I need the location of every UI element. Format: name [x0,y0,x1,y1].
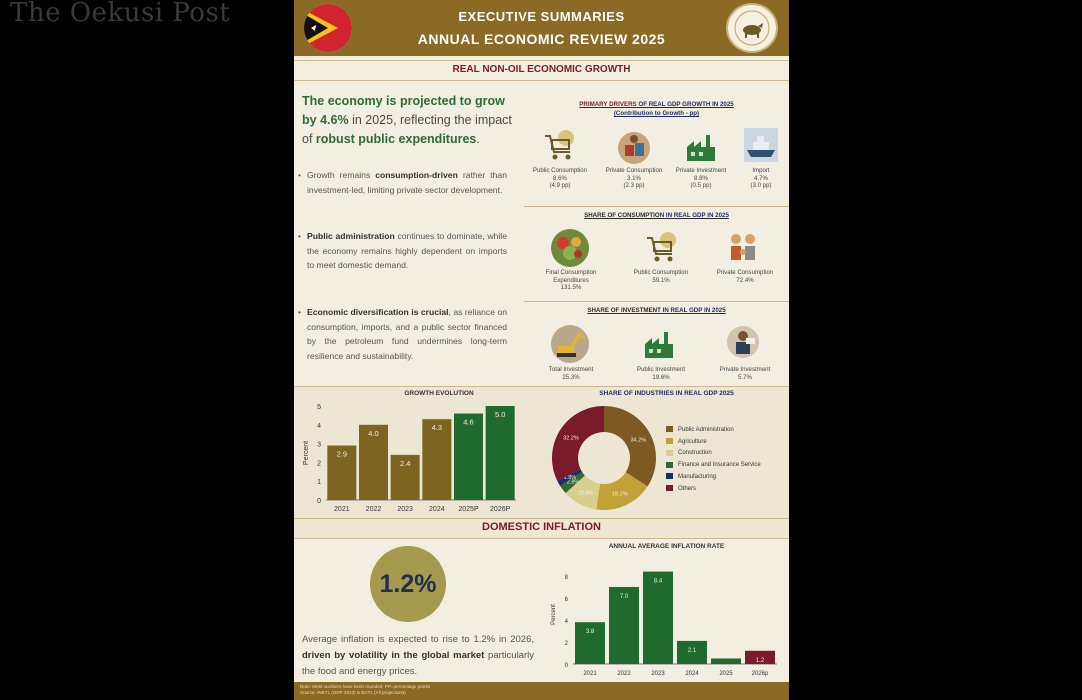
inflation-text-part2: particularly the food and energy prices. [302,650,534,677]
footer-source: Source: INETL (GDP 2023) & BCTL (All projections) [300,690,406,695]
x-tick-label: 2024 [685,671,699,677]
consumption-1-value: 131.5% [560,284,582,292]
donut-slice-label: 32.2% [563,435,579,442]
y-tick-label: 4 [317,422,321,430]
consumption-private [708,269,782,284]
inflation-text [302,632,534,680]
legend-item [666,485,696,493]
header-title-line1: EXECUTIVE SUMMARIES [458,9,625,24]
footer-note: Note: Most numbers have been rounded; PP=percentage points [300,684,431,689]
x-tick-label: 2022 [617,671,631,677]
legend-swatch [666,462,673,468]
inflation-big-value: 1.2% [370,546,446,622]
inflation-chart-title: ANNUAL AVERAGE INFLATION RATE [608,543,725,550]
bar-value-label: 2.4 [399,458,411,468]
driver-3-value: 8.8% [694,174,708,182]
y-tick-label: 1 [317,479,321,487]
driver-1-name: Public Consumption [532,167,588,174]
legend-swatch [666,426,673,432]
bar-value-label: 2.9 [336,449,348,459]
investment-public [624,366,698,381]
y-tick-label: 0 [317,498,321,505]
investment-2-name: Public Investment [636,366,686,373]
driver-1-value: 8.6% [553,174,567,182]
driver-private-consumption [596,167,672,190]
legend-label: Construction [678,450,712,457]
driver-3-pp: (0.5 pp) [690,182,712,190]
y-tick-label: 2 [317,460,321,468]
inflation-rate-chart [549,553,787,679]
bullet-public-administration: • Public administration continues to dominate, while the economy remains highly dependent on imports to meet domestic demand. [298,231,507,270]
legend-item [666,461,761,469]
donut-slice-label: 34.2% [630,437,647,444]
legend-swatch [666,473,673,479]
legend-swatch [666,485,673,491]
bar-value-label: 4.0 [368,428,379,438]
legend-label: Finance and Insurance Service [678,462,761,469]
bullet-growth-consumption: • Growth remains consumption-driven rather than investment-led, limiting private sector development. [298,170,507,195]
bullet-economic-diversification: • Economic diversification is crucial, as reliance on consumption, imports, and a public sector financed by the petroleum fund undermines long-term resilience and sustainability. [298,307,507,361]
consumption-3-value: 72.4% [736,276,754,284]
x-tick-label: 2026p [751,671,769,677]
driver-import [734,167,788,190]
worker-icon [726,325,760,359]
consumption-1-name: Final Consumption Expenditures [545,269,597,284]
bar-value-label: 0.5 [721,665,731,672]
lead-part2: in 2025, reflecting the impact of [302,113,512,146]
bar-value-label: 2.1 [687,647,697,654]
y-tick-label: 3 [317,441,321,449]
shopping-icon [617,131,651,165]
consumption-public [624,269,698,284]
bar-value-label: 8.4 [653,578,663,585]
header-title-line2: ANNUAL ECONOMIC REVIEW 2025 [417,31,666,47]
legend-label: Agriculture [678,438,707,445]
watermark: The Oekusi Post [10,0,231,28]
bar-value-label: 4.3 [431,423,443,433]
inflation-text-bold: driven by volatility in the global market [302,650,485,661]
bullet-2-bold: Public administration [307,231,395,241]
y-tick-label: 4 [564,619,568,625]
donut-slice-label: 18.2% [612,491,628,498]
investment-3-value: 5.7% [738,373,752,381]
y-axis-label: Percent [551,604,557,625]
lead-growth-value: 4.6% [320,113,349,127]
x-tick-label: 2025 [719,671,733,677]
x-tick-label: 2023 [397,506,413,513]
food-basket-icon [550,228,590,268]
consumption-final-expenditures [534,269,608,292]
legend-item [666,426,734,434]
x-tick-label: 2021 [334,506,350,513]
consumption-3-name: Private Consumption [716,269,774,276]
handshake-icon [726,230,760,264]
donut-slice [604,406,656,486]
investment-total [534,366,608,381]
legend-swatch [666,438,673,444]
footer-notes [294,682,789,700]
donut-slice [552,406,604,481]
investment-2-value: 19.6% [652,373,670,381]
y-tick-label: 5 [317,404,321,411]
consumption-2-value: 59.1% [652,276,670,284]
investment-3-name: Private Investment [719,366,771,373]
bullet-1-after: rather than investment-led, limiting private sector development. [307,170,507,195]
bar [711,659,741,665]
infographic-page [294,0,789,700]
drivers-heading-colored: PRIMARY DRIVERS [579,101,637,108]
investment-heading-rest: IN REAL GDP IN 2025 [660,307,726,314]
driver-2-value: 3.1% [627,174,641,182]
investment-1-name: Total Investment [548,366,594,373]
bullet-3-bold: Economic diversification is crucial [307,307,449,317]
legend-item [666,473,716,481]
y-tick-label: 8 [564,575,568,581]
industries-chart-title: SHARE OF INDUSTRIES IN REAL GDP 2025 [599,390,734,397]
bar-value-label: 7.0 [619,594,629,600]
driver-1-pp: (4.9 pp) [549,182,571,190]
inflation-text-part1: Average inflation is expected to rise to 1.2% in 2026, [302,634,534,645]
y-axis-label: Percent [303,440,310,466]
driver-4-pp: (3.0 pp) [750,182,772,190]
lead-part3: robust public expenditures [315,132,477,146]
growth-section-heading: REAL NON-OIL ECONOMIC GROWTH [452,64,631,75]
y-tick-label: 0 [564,663,568,669]
central-bank-seal-logo [726,3,778,53]
excavator-icon [550,324,590,364]
investment-heading-dark: SHARE OF INVESTMENT [587,307,661,314]
y-tick-label: 2 [564,641,568,647]
legend-label: Public Administration [678,427,734,433]
consumption-heading-rest: IN REAL GDP IN 2025 [664,212,729,219]
x-tick-label: 2022 [365,506,382,513]
drivers-heading [524,101,789,108]
driver-4-name: Import [752,167,770,174]
driver-3-name: Private Investment [675,167,727,174]
growth-chart-title: GROWTH EVOLUTION [404,390,474,397]
donut-slice-label: 10.8% [577,490,594,497]
industries-donut-chart [544,398,664,516]
bullet-2-after: continues to dominate, while the economy remains highly dependent on imports to meet domestic demand. [307,231,507,270]
legend-item [666,449,712,457]
factory-icon [684,131,718,165]
investment-private [708,366,782,381]
driver-private-investment [666,167,736,190]
ship-icon [744,128,778,162]
legend-item [666,438,707,446]
consumption-2-name: Public Consumption [633,269,689,276]
drivers-heading-rest: OF REAL GDP GROWTH IN 2025 [636,101,734,108]
drivers-subheading: (Contribution to Growth - pp) [613,110,700,117]
bar-value-label: 1.2 [755,657,765,664]
bullet-1-before: Growth remains [307,170,376,180]
header-banner [294,0,789,56]
lead-part1: The economy is projected to grow by [302,94,505,127]
bar-value-label: 4.6 [463,417,474,427]
bar [486,406,515,500]
growth-lead-text [302,92,512,149]
bar-value-label: 5.0 [494,410,506,419]
consumption-heading-dark: SHARE OF CONSUMPTION [584,212,665,219]
driver-4-value: 4.7% [754,174,768,182]
legend-label: Manufacturing [678,473,717,480]
x-tick-label: 2024 [429,506,445,513]
bullet-3-after: , as reliance on consumption, imports, and a public sector financed by the petroleum fund undermines long-term resilience and sustainability. [307,307,507,361]
cart-icon-consumption [644,230,678,264]
driver-public-consumption [522,167,598,190]
driver-2-pp: (2.3 pp) [623,182,645,190]
driver-2-name: Private Consumption [605,167,663,174]
x-tick-label: 2021 [583,671,597,677]
lead-end: . [476,132,480,146]
bullet-1-bold: consumption-driven [375,170,458,180]
bar [643,572,673,664]
investment-1-value: 25.3% [562,373,580,381]
x-tick-label: 2023 [651,671,665,677]
growth-evolution-chart [294,396,526,518]
y-tick-label: 6 [564,597,568,603]
inflation-section-heading: DOMESTIC INFLATION [482,521,601,533]
consumption-heading [524,212,789,219]
bar-value-label: 3.8 [585,629,595,636]
factory-icon-investment [642,328,676,362]
x-tick-label: 2026P [490,506,511,513]
x-tick-label: 2025P [458,506,479,513]
legend-label: Others [678,485,697,492]
investment-heading [524,307,789,314]
donut-slice-label: 1.8% [563,475,577,482]
cart-icon [542,128,576,162]
donut-slice-label: 2.8% [566,479,580,486]
legend-swatch [666,450,673,456]
